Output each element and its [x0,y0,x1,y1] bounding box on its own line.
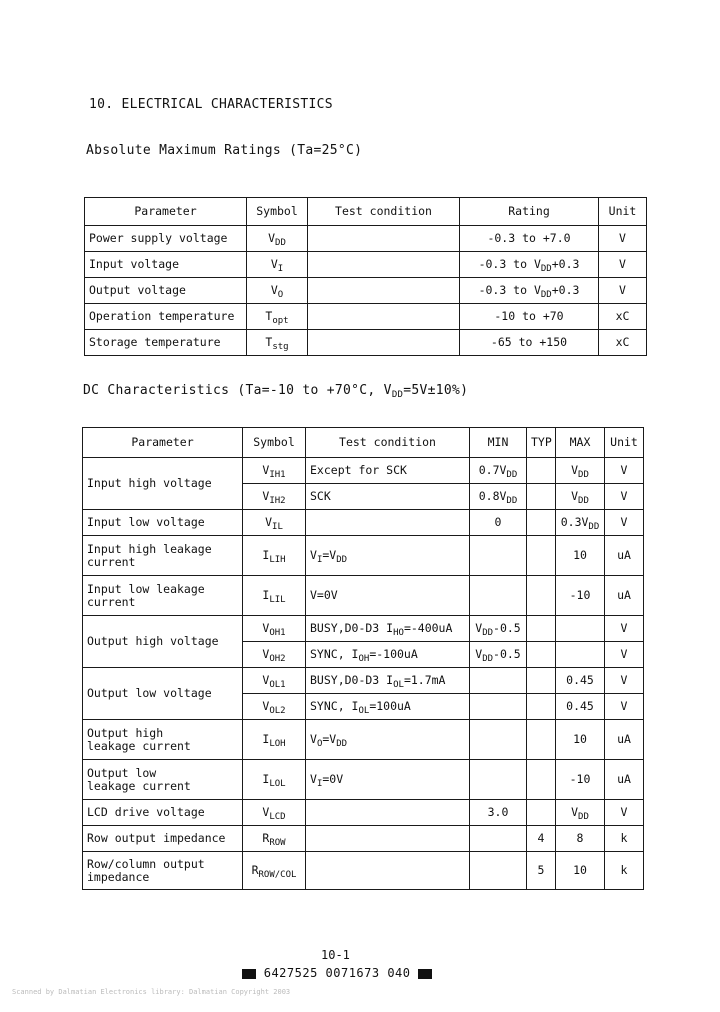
param-cell [83,536,243,576]
symbol-cell [243,536,306,576]
unit-cell: xC [599,330,647,356]
symbol-cell [243,484,306,510]
symbol-cell [247,304,308,330]
unit-cell: V [605,458,644,484]
rating-sub: DD [540,290,552,300]
symbol-sub: DD [275,238,286,248]
dc-title-sub: DD [391,390,404,400]
condition-cell [306,852,470,890]
table-row [83,616,644,642]
typ-cell: 5 [527,852,556,890]
abs-max-header-row [85,198,647,226]
cond-text: V [310,772,317,786]
symbol-cell [243,616,306,642]
symbol-sub: OL1 [269,680,286,690]
typ-cell [527,668,556,694]
header-symbol: Symbol [243,428,306,458]
min-cell [470,642,527,668]
min-cell [470,576,527,616]
cond-text: BUSY,D0-D3 I [310,621,394,635]
rating-text-tail: +0.3 [551,283,580,297]
symbol-cell [243,458,306,484]
page-number: 10-1 [321,948,350,962]
symbol-cell [243,760,306,800]
condition-cell: Except for SCK [306,458,470,484]
condition-cell [306,694,470,720]
header-unit: Unit [605,428,644,458]
symbol-main: V [270,257,278,271]
max-cell [556,642,605,668]
table-row [85,304,647,330]
param-line-2: current [87,594,136,609]
min-cell [470,826,527,852]
rating-text: -0.3 to V [478,283,541,297]
symbol-main: V [270,283,278,297]
param-cell: Output low voltage [83,668,243,720]
table-row [83,536,644,576]
unit-cell: V [605,694,644,720]
symbol-sub: ROW [269,838,286,848]
condition-cell [306,536,470,576]
param-cell: Output high voltage [83,616,243,668]
rating-cell [460,252,599,278]
unit-cell: V [599,226,647,252]
table-row [83,800,644,826]
table-row [83,576,644,616]
unit-cell: uA [605,576,644,616]
symbol-main: T [265,335,273,349]
symbol-main: V [262,673,270,687]
max-cell: -10 [556,576,605,616]
cond-sub: HO [393,628,404,638]
symbol-cell [247,226,308,252]
min-cell [470,484,527,510]
unit-cell: V [605,800,644,826]
min-tail: -0.5 [493,647,521,661]
symbol-cell [243,668,306,694]
condition-cell [306,510,470,536]
cond-text-mid: =V [322,548,337,562]
table-row [83,510,644,536]
condition-cell: V=0V [306,576,470,616]
symbol-main: V [262,463,270,477]
rating-cell [460,330,599,356]
unit-cell: k [605,852,644,890]
barcode-line [242,966,432,980]
param-line-2: leakage current [87,738,191,753]
rating-cell [460,304,599,330]
param-cell: Operation temperature [85,304,247,330]
min-cell: 0 [470,510,527,536]
max-cell: 0.45 [556,668,605,694]
header-condition: Test condition [308,198,460,226]
symbol-sub: O [277,290,284,300]
rating-text: -0.3 to V [478,257,541,271]
condition-cell [306,616,470,642]
min-tail: -0.5 [493,621,521,635]
unit-cell: V [605,668,644,694]
symbol-sub: opt [272,316,289,326]
max-cell: 0.45 [556,694,605,720]
max-cell [556,484,605,510]
symbol-cell [247,278,308,304]
table-row [85,278,647,304]
min-text: V [475,621,483,635]
max-text: 0.3V [560,515,589,529]
symbol-sub: IL [272,522,283,532]
section-title: ELECTRICAL CHARACTERISTICS [121,97,333,112]
typ-cell [527,536,556,576]
cond-sub: OH [358,654,370,664]
symbol-cell [243,800,306,826]
abs-max-table [84,197,647,356]
param-line-2: current [87,554,136,569]
param-cell: Input high voltage [83,458,243,510]
symbol-main: V [265,515,273,529]
barcode-text: 6427525 0071673 040 [263,966,411,980]
section-number: 10. [89,97,114,112]
min-cell [470,720,527,760]
rating-cell [460,226,599,252]
symbol-sub: LIL [269,595,286,605]
table-row [83,458,644,484]
param-cell: Input low voltage [83,510,243,536]
symbol-sub: OH1 [269,628,286,638]
symbol-cell [243,576,306,616]
symbol-main: V [262,805,270,819]
symbol-cell [243,510,306,536]
dc-table [82,427,644,890]
symbol-cell [243,642,306,668]
symbol-sub: LCD [269,812,286,822]
min-sub: DD [506,496,518,506]
typ-cell: 4 [527,826,556,852]
header-parameter: Parameter [85,198,247,226]
condition-cell [308,278,460,304]
header-typ: TYP [527,428,556,458]
symbol-sub: LOH [269,739,286,749]
cond-sub: OL [358,706,370,716]
symbol-cell [247,252,308,278]
cond-sub-2: DD [336,739,348,749]
table-row [83,760,644,800]
table-row [85,226,647,252]
condition-cell [306,668,470,694]
unit-cell: uA [605,760,644,800]
max-sub: DD [578,496,589,506]
header-symbol: Symbol [247,198,308,226]
cond-text: SYNC, I [310,647,359,661]
param-line-1: Output high [87,725,164,740]
max-cell: 10 [556,852,605,890]
symbol-cell [243,826,306,852]
min-text: 0.8V [478,489,507,503]
rating-cell [460,278,599,304]
dc-title-tail: =5V±10%) [403,383,469,398]
symbol-main: R [262,831,270,845]
cond-sub: I [316,779,323,789]
unit-cell: k [605,826,644,852]
header-parameter: Parameter [83,428,243,458]
symbol-cell [243,720,306,760]
max-text: V [571,489,579,503]
unit-cell: V [599,278,647,304]
max-sub: DD [578,470,589,480]
min-text: 0.7V [478,463,507,477]
unit-cell: V [605,510,644,536]
symbol-sub: OL2 [269,706,286,716]
param-line-2: impedance [87,869,150,884]
param-line-2: leakage current [87,778,191,793]
header-min: MIN [470,428,527,458]
unit-cell: uA [605,720,644,760]
symbol-main: V [262,621,270,635]
typ-cell [527,576,556,616]
max-sub: DD [588,522,600,532]
symbol-sub: IH1 [269,470,286,480]
typ-cell [527,720,556,760]
rating-sub: DD [540,264,552,274]
min-cell [470,852,527,890]
cond-text: V [310,548,317,562]
param-cell [83,576,243,616]
min-cell [470,536,527,576]
param-line-1: Input low leakage [87,581,205,596]
cond-sub: I [316,555,323,565]
header-rating: Rating [460,198,599,226]
symbol-main: T [265,309,273,323]
table-row [85,330,647,356]
min-sub: DD [506,470,518,480]
max-cell [556,458,605,484]
min-cell [470,668,527,694]
unit-cell: V [605,616,644,642]
rating-text: -0.3 to +7.0 [487,231,571,245]
table-row [83,668,644,694]
symbol-main: I [262,772,270,786]
abs-max-title: Absolute Maximum Ratings (Ta=25°C) [86,143,363,158]
symbol-main: R [251,863,259,877]
unit-cell: uA [605,536,644,576]
param-cell: LCD drive voltage [83,800,243,826]
typ-cell [527,510,556,536]
min-cell [470,694,527,720]
unit-cell: V [605,484,644,510]
symbol-main: V [262,489,270,503]
param-cell: Power supply voltage [85,226,247,252]
rating-text-tail: +0.3 [551,257,580,271]
header-max: MAX [556,428,605,458]
cond-sub: O [316,739,323,749]
max-cell [556,800,605,826]
unit-cell: V [599,252,647,278]
symbol-sub: I [277,264,284,274]
param-cell [83,852,243,890]
param-cell: Output voltage [85,278,247,304]
symbol-sub: LIH [269,555,286,565]
cond-text-tail: =100uA [369,699,411,713]
typ-cell [527,458,556,484]
symbol-main: I [262,548,270,562]
symbol-main: V [262,647,270,661]
min-cell [470,458,527,484]
cond-text-tail: =0V [322,772,344,786]
condition-cell [308,304,460,330]
min-text: V [475,647,483,661]
symbol-main: I [262,588,270,602]
condition-cell [308,252,460,278]
condition-cell [306,826,470,852]
symbol-sub: LOL [269,779,286,789]
typ-cell [527,694,556,720]
max-sub: DD [578,812,589,822]
min-cell [470,760,527,800]
typ-cell [527,642,556,668]
max-cell: 10 [556,536,605,576]
table-row [83,852,644,890]
table-row [83,826,644,852]
symbol-sub: OH2 [269,654,286,664]
min-sub: DD [482,628,494,638]
barcode-block-icon [418,969,432,979]
symbol-cell [243,852,306,890]
condition-cell [306,720,470,760]
param-cell: Storage temperature [85,330,247,356]
param-line-1: Output low [87,765,157,780]
dc-title [83,383,468,398]
cond-text-tail: =1.7mA [403,673,446,687]
condition-cell [306,760,470,800]
symbol-main: I [262,732,270,746]
cond-sub: OL [393,680,404,690]
max-cell: 10 [556,720,605,760]
min-cell: 3.0 [470,800,527,826]
min-cell [470,616,527,642]
typ-cell [527,800,556,826]
cond-text: BUSY,D0-D3 I [310,673,394,687]
param-cell [83,760,243,800]
typ-cell [527,484,556,510]
cond-text-tail: =-100uA [369,647,418,661]
max-cell: 8 [556,826,605,852]
table-row [83,720,644,760]
param-cell [83,720,243,760]
condition-cell [306,642,470,668]
max-text: V [571,463,579,477]
cond-text-tail: =-400uA [403,621,453,635]
cond-sub-2: DD [336,555,348,565]
header-unit: Unit [599,198,647,226]
section-heading [89,97,333,112]
rating-text: -65 to +150 [490,335,568,349]
param-cell: Input voltage [85,252,247,278]
condition-cell: SCK [306,484,470,510]
symbol-sub: IH2 [269,496,286,506]
condition-cell [308,226,460,252]
cond-text: V [310,732,317,746]
max-cell: -10 [556,760,605,800]
dc-title-text: DC Characteristics (Ta=-10 to +70°C, V [83,383,392,398]
symbol-sub: ROW/COL [258,870,297,880]
dc-header-row [83,428,644,458]
symbol-main: V [268,231,276,245]
barcode-block-icon [242,969,256,979]
param-line-1: Input high leakage [87,541,212,556]
max-cell [556,616,605,642]
typ-cell [527,760,556,800]
symbol-main: V [262,699,270,713]
cond-text: SYNC, I [310,699,359,713]
rating-text: -10 to +70 [494,309,564,323]
scan-watermark: Scanned by Dalmatian Electronics library: Dalmatian Copyright 2003 [12,988,291,996]
symbol-sub: stg [272,342,289,352]
condition-cell [306,800,470,826]
symbol-cell [247,330,308,356]
symbol-cell [243,694,306,720]
max-text: V [571,805,579,819]
typ-cell [527,616,556,642]
unit-cell: V [605,642,644,668]
condition-cell [308,330,460,356]
cond-text-mid: =V [322,732,337,746]
max-cell [556,510,605,536]
header-condition: Test condition [306,428,470,458]
param-line-1: Row/column output [87,856,205,871]
table-row [85,252,647,278]
min-sub: DD [482,654,494,664]
param-cell: Row output impedance [83,826,243,852]
unit-cell: xC [599,304,647,330]
